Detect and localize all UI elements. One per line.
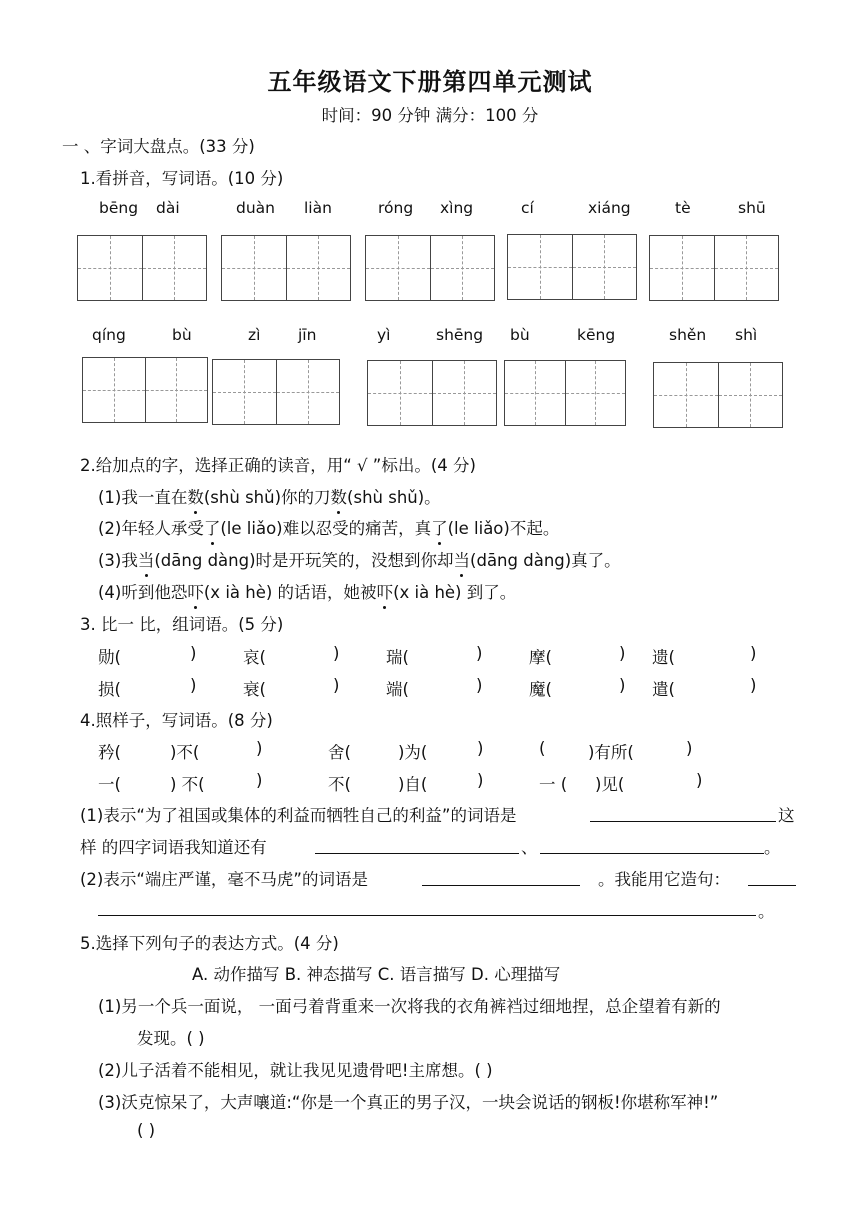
paren-close: ) — [333, 644, 340, 663]
dotted-char: 了 — [431, 515, 448, 539]
text: 发现。( ) — [137, 1029, 205, 1048]
pinyin: liàn — [304, 199, 332, 217]
blank-part: ) — [477, 771, 484, 790]
dotted-char: 数 — [331, 484, 348, 508]
blank-part: )为( — [398, 743, 428, 762]
blank-part: ) — [256, 739, 263, 758]
blank-part: 一( — [98, 775, 121, 794]
writing-grid[interactable] — [653, 362, 783, 428]
pinyin: tè — [675, 199, 691, 217]
text: (le liǎo)不起。 — [447, 519, 560, 538]
blank-part: )见( — [595, 775, 625, 794]
pinyin: xiáng — [588, 199, 631, 217]
q2-heading: 2.给加点的字，选择正确的读音，用“ √ ”标出。(4 分) — [80, 456, 476, 475]
pinyin: xìng — [440, 199, 474, 217]
q2-item-4 — [98, 579, 516, 603]
char-open: 瑞( — [386, 648, 409, 667]
text: (4)听到他恐 — [98, 583, 188, 602]
char-open: 勋( — [98, 648, 121, 667]
text: (shù shǔ)你的刀 — [203, 488, 331, 507]
writing-grid[interactable] — [82, 357, 208, 423]
text: 样 的四字词语我知道还有 — [80, 838, 267, 857]
q2-item-3 — [98, 547, 621, 571]
pinyin: bù — [172, 326, 192, 344]
text: (x ià hè) 的话语，她被 — [203, 583, 377, 602]
char-open: 衰( — [243, 680, 266, 699]
pinyin: kēng — [577, 326, 616, 344]
dotted-char: 吓 — [377, 579, 394, 603]
pinyin: yì — [377, 326, 391, 344]
blank-part: 不( — [328, 775, 351, 794]
text: 这 — [778, 806, 795, 825]
q4-sub-1: (1)表示“为了祖国或集体的利益而牺牲自己的利益”的词语是 — [80, 806, 517, 825]
blank-part: ( — [539, 739, 546, 758]
char-open: 摩( — [529, 648, 552, 667]
text: (shù shǔ)。 — [347, 488, 441, 507]
q5-item-1: (1)另一个兵一面说， 一面弓着背重来一次将我的衣角裤裆过细地捏，总企望着有新的 — [98, 997, 721, 1016]
blank-part: ) — [686, 739, 693, 758]
answer-line[interactable] — [590, 821, 776, 822]
text: ( ) — [137, 1121, 156, 1140]
blank-part: )自( — [398, 775, 428, 794]
blank-part: ) 不( — [170, 775, 205, 794]
writing-grid[interactable] — [221, 235, 351, 301]
paren-close: ) — [619, 644, 626, 663]
q5-item-3: (3)沃克惊呆了，大声嚷道:“你是一个真正的男子汉，一块会说话的钢板!你堪称军神!” — [98, 1093, 719, 1112]
q3-heading: 3. 比一 比，组词语。(5 分) — [80, 615, 284, 634]
char-open: 端( — [386, 680, 409, 699]
text: 。我能用它造句： — [598, 870, 730, 889]
page-title: 五年级语文下册第四单元测试 — [267, 68, 593, 96]
q4-sub-2: (2)表示“端庄严谨，毫不马虎”的词语是 — [80, 870, 368, 889]
section-heading: 一 、字词大盘点。(33 分) — [62, 137, 255, 156]
text: (3)我 — [98, 551, 138, 570]
writing-grid[interactable] — [365, 235, 495, 301]
pinyin: shì — [735, 326, 758, 344]
writing-grid[interactable] — [212, 359, 340, 425]
writing-grid[interactable] — [77, 235, 207, 301]
pinyin: duàn — [236, 199, 275, 217]
paren-close: ) — [619, 676, 626, 695]
blank-part: ) — [477, 739, 484, 758]
pinyin: róng — [378, 199, 414, 217]
blank-part: )不( — [170, 743, 200, 762]
text: (1)我一直在 — [98, 488, 188, 507]
pinyin: dài — [156, 199, 180, 217]
writing-grid[interactable] — [507, 234, 637, 300]
blank-part: 一 ( — [539, 775, 568, 794]
text: (2)年轻人承受 — [98, 519, 204, 538]
dotted-char: 当 — [138, 547, 155, 571]
char-open: 遣( — [652, 680, 675, 699]
text: 。 — [764, 838, 781, 857]
dotted-char: 数 — [187, 484, 204, 508]
q2-item-2 — [98, 515, 559, 539]
answer-line[interactable] — [748, 885, 796, 886]
paren-close: ) — [190, 676, 197, 695]
writing-grid[interactable] — [367, 360, 497, 426]
page-subtitle: 时间：90 分钟 满分：100 分 — [321, 106, 539, 125]
pinyin: bù — [510, 326, 530, 344]
paren-close: ) — [333, 676, 340, 695]
writing-grid[interactable] — [649, 235, 779, 301]
char-open: 遗( — [652, 648, 675, 667]
paren-close: ) — [190, 644, 197, 663]
char-open: 魔( — [529, 680, 552, 699]
pinyin: shū — [738, 199, 766, 217]
writing-grid[interactable] — [504, 360, 626, 426]
text: (dāng dàng)时是开玩笑的，没想到你却 — [154, 551, 454, 570]
q5-heading: 5.选择下列句子的表达方式。(4 分) — [80, 934, 339, 953]
q4-heading: 4.照样子，写词语。(8 分) — [80, 711, 273, 730]
answer-line[interactable] — [540, 853, 764, 854]
q1-heading: 1.看拼音，写词语。(10 分) — [80, 169, 284, 188]
paren-close: ) — [476, 676, 483, 695]
q5-item-2: (2)儿子活着不能相见，就让我见见遗骨吧!主席想。( ) — [98, 1061, 493, 1080]
q2-item-1 — [98, 484, 441, 508]
dotted-char: 吓 — [187, 579, 204, 603]
pinyin: qíng — [92, 326, 126, 344]
char-open: 哀( — [243, 648, 266, 667]
pinyin: shěn — [669, 326, 707, 344]
blank-part: ) — [256, 771, 263, 790]
paren-close: ) — [750, 676, 757, 695]
q5-options: A. 动作描写 B. 神态描写 C. 语言描写 D. 心理描写 — [192, 965, 561, 984]
text: 、 — [521, 838, 538, 857]
blank-part: 矜( — [98, 743, 121, 762]
answer-line[interactable] — [422, 885, 580, 886]
char-open: 损( — [98, 680, 121, 699]
dotted-char: 当 — [454, 547, 471, 571]
pinyin: bēng — [99, 199, 139, 217]
text: (le liǎo)难以忍受的痛苦，真 — [220, 519, 432, 538]
pinyin: shēng — [436, 326, 484, 344]
paren-close: ) — [750, 644, 757, 663]
pinyin: zì — [248, 326, 261, 344]
paren-close: ) — [476, 644, 483, 663]
pinyin: jīn — [298, 326, 317, 344]
blank-part: )有所( — [588, 743, 634, 762]
text: 。 — [758, 902, 775, 921]
blank-part: 舍( — [328, 743, 351, 762]
answer-line[interactable] — [98, 915, 756, 916]
pinyin: cí — [521, 199, 534, 217]
answer-line[interactable] — [315, 853, 519, 854]
blank-part: ) — [696, 771, 703, 790]
text: (dāng dàng)真了。 — [470, 551, 621, 570]
dotted-char: 了 — [204, 515, 221, 539]
text: (x ià hè) 到了。 — [393, 583, 517, 602]
